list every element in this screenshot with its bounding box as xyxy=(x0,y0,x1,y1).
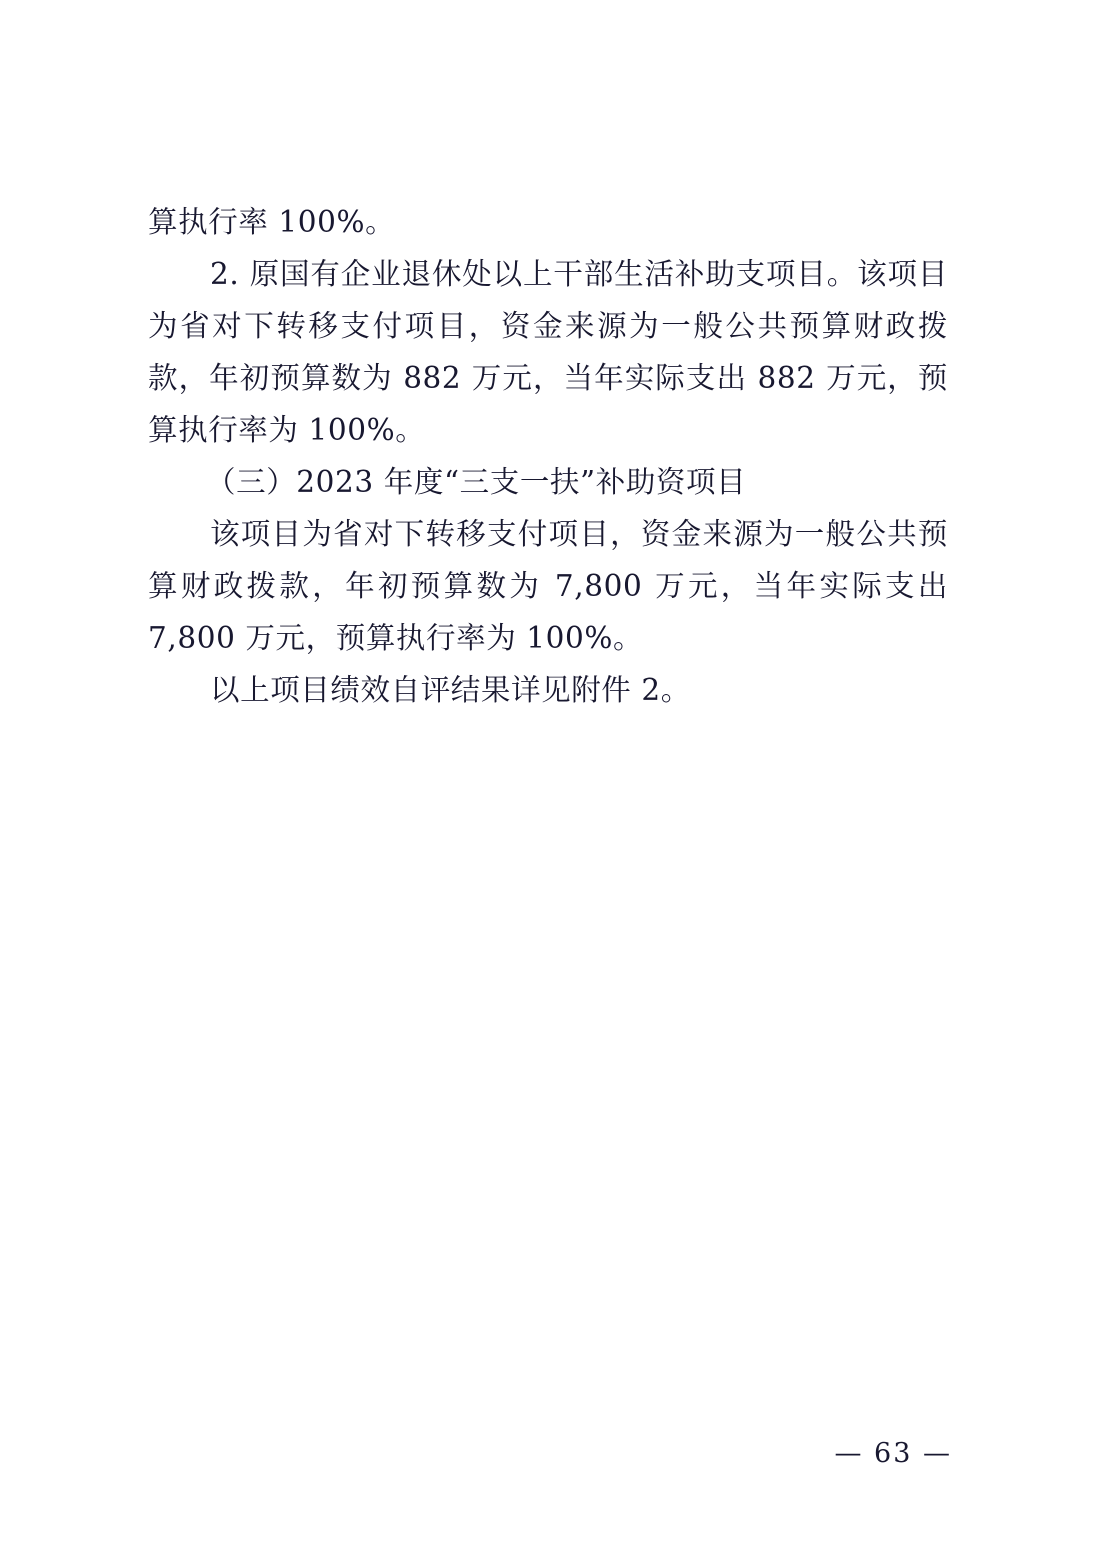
paragraph-continuation: 算执行率 100%。 xyxy=(148,205,396,239)
paragraph-closing-note: 以上项目绩效自评结果详见附件 2。 xyxy=(210,673,691,707)
page-number: — 63 — xyxy=(834,1438,952,1469)
paragraph-item-2: 2. 原国有企业退休处以上干部生活补助支项目。该项目为省对下转移支付项目，资金来源为一般公共预算财政拨款，年初预算数为 882 万元，当年实际支出 882 万元，预算执行率为 100%。 xyxy=(148,257,948,447)
paragraph-section-three-body: 该项目为省对下转移支付项目，资金来源为一般公共预算财政拨款，年初预算数为 7,800 万元，当年实际支出 7,800 万元，预算执行率为 100%。 xyxy=(148,517,948,655)
document-body xyxy=(148,196,948,716)
paragraph-section-heading-three: （三）2023 年度“三支一扶”补助资项目 xyxy=(206,465,747,499)
